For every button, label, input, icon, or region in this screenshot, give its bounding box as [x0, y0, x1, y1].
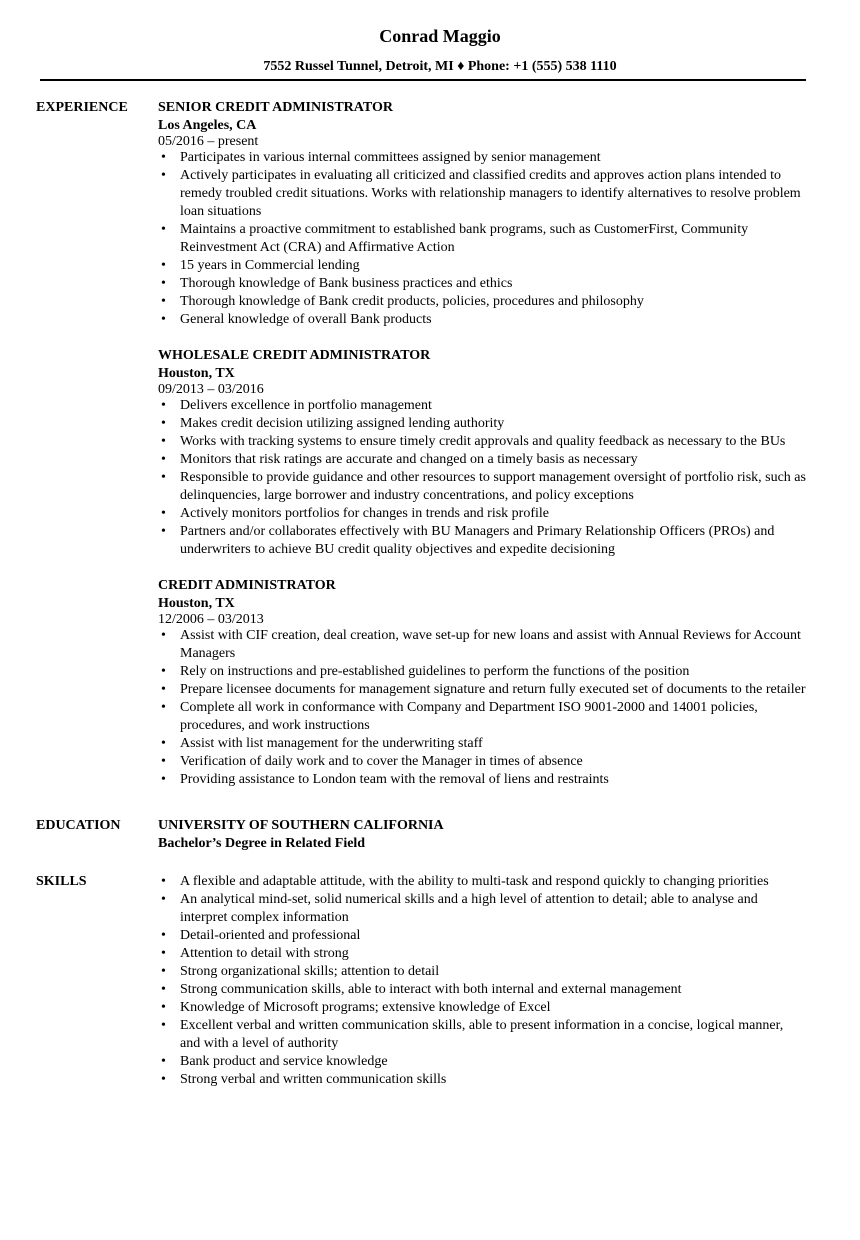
- skill-item: • Excellent verbal and written communication skills, able to present information in a concise, logical manner, and with a level of authority: [158, 1017, 806, 1053]
- job-bullets: [158, 627, 806, 789]
- experience-body: [158, 99, 806, 789]
- bullet-item: • Partners and/or collaborates effectively with BU Managers and Primary Relationship Officers (PROs) and underwriters to achieve BU credit quality objectives and expedite decisioning: [158, 523, 806, 559]
- job-location: Los Angeles, CA: [158, 118, 257, 133]
- skills-list: [158, 873, 806, 1089]
- bullet-item: • General knowledge of overall Bank products: [158, 311, 806, 329]
- skill-item: • Strong verbal and written communication skills: [158, 1071, 806, 1089]
- bullet-item: • Complete all work in conformance with Company and Department ISO 9001-2000 and 14001 policies, procedures, and work instructions: [158, 699, 806, 735]
- skill-item: • Detail-oriented and professional: [158, 927, 806, 945]
- skills-body: [158, 873, 806, 1089]
- job-entry: [158, 577, 806, 789]
- education-heading: EDUCATION: [36, 818, 121, 833]
- job-dates: 09/2013 – 03/2016: [158, 382, 264, 397]
- skill-item: • An analytical mind-set, solid numerical skills and a high level of attention to detail; able to analyse and interpret complex information: [158, 891, 806, 927]
- skill-item: • Knowledge of Microsoft programs; extensive knowledge of Excel: [158, 999, 806, 1017]
- job-location: Houston, TX: [158, 596, 235, 611]
- experience-heading: EXPERIENCE: [36, 100, 128, 115]
- bullet-item: • Responsible to provide guidance and other resources to support management oversight of portfolio risk, such as delinquencies, large borrower and industry concentrations, and policy exceptions: [158, 469, 806, 505]
- bullet-item: • Monitors that risk ratings are accurate and changed on a timely basis as necessary: [158, 451, 806, 469]
- contact-line: 7552 Russel Tunnel, Detroit, MI ♦ Phone: +1 (555) 538 1110: [263, 59, 617, 74]
- skills-heading: SKILLS: [36, 874, 87, 889]
- bullet-item: • Actively monitors portfolios for changes in trends and risk profile: [158, 505, 806, 523]
- bullet-item: • Maintains a proactive commitment to established bank programs, such as CustomerFirst, Community Reinvestment Act (CRA) and Affirmative Action: [158, 221, 806, 257]
- experience-section: [36, 99, 806, 789]
- bullet-item: • Delivers excellence in portfolio management: [158, 397, 806, 415]
- skill-item: • Attention to detail with strong: [158, 945, 806, 963]
- education-section: [36, 817, 806, 853]
- bullet-item: • Verification of daily work and to cover the Manager in times of absence: [158, 753, 806, 771]
- skill-item: • A flexible and adaptable attitude, with the ability to multi-task and respond quickly to changing priorities: [158, 873, 806, 891]
- bullet-item: • Thorough knowledge of Bank business practices and ethics: [158, 275, 806, 293]
- bullet-item: • Prepare licensee documents for management signature and return fully executed set of documents to the retailer: [158, 681, 806, 699]
- bullet-item: • Assist with list management for the underwriting staff: [158, 735, 806, 753]
- bullet-item: • Participates in various internal committees assigned by senior management: [158, 149, 806, 167]
- bullet-item: • Thorough knowledge of Bank credit products, policies, procedures and philosophy: [158, 293, 806, 311]
- school-name: UNIVERSITY OF SOUTHERN CALIFORNIA: [158, 818, 444, 833]
- job-title: CREDIT ADMINISTRATOR: [158, 578, 336, 593]
- job-entry: [158, 99, 806, 329]
- education-body: [158, 817, 806, 853]
- job-dates: 12/2006 – 03/2013: [158, 612, 264, 627]
- skills-section: [36, 873, 806, 1089]
- job-location: Houston, TX: [158, 366, 235, 381]
- candidate-name: Conrad Maggio: [379, 26, 501, 46]
- job-title: SENIOR CREDIT ADMINISTRATOR: [158, 100, 393, 115]
- header-divider: [40, 79, 806, 81]
- job-entry: [158, 347, 806, 559]
- bullet-item: • Works with tracking systems to ensure timely credit approvals and quality feedback as necessary to the BUs: [158, 433, 806, 451]
- bullet-item: • Assist with CIF creation, deal creation, wave set-up for new loans and assist with Annual Reviews for Account Managers: [158, 627, 806, 663]
- skill-item: • Bank product and service knowledge: [158, 1053, 806, 1071]
- job-title: WHOLESALE CREDIT ADMINISTRATOR: [158, 348, 431, 363]
- bullet-item: • Rely on instructions and pre-established guidelines to perform the functions of the position: [158, 663, 806, 681]
- job-bullets: [158, 149, 806, 329]
- bullet-item: • Providing assistance to London team with the removal of liens and restraints: [158, 771, 806, 789]
- skill-item: • Strong organizational skills; attention to detail: [158, 963, 806, 981]
- bullet-item: • Makes credit decision utilizing assigned lending authority: [158, 415, 806, 433]
- job-bullets: [158, 397, 806, 559]
- job-dates: 05/2016 – present: [158, 134, 259, 149]
- bullet-item: • Actively participates in evaluating all criticized and classified credits and approves action plans intended to remedy troubled credit situations. Works with relationship managers to identify alternatives to resolve problem loan situations: [158, 167, 806, 221]
- degree-name: Bachelor’s Degree in Related Field: [158, 836, 366, 851]
- skill-item: • Strong communication skills, able to interact with both internal and external management: [158, 981, 806, 999]
- bullet-item: • 15 years in Commercial lending: [158, 257, 806, 275]
